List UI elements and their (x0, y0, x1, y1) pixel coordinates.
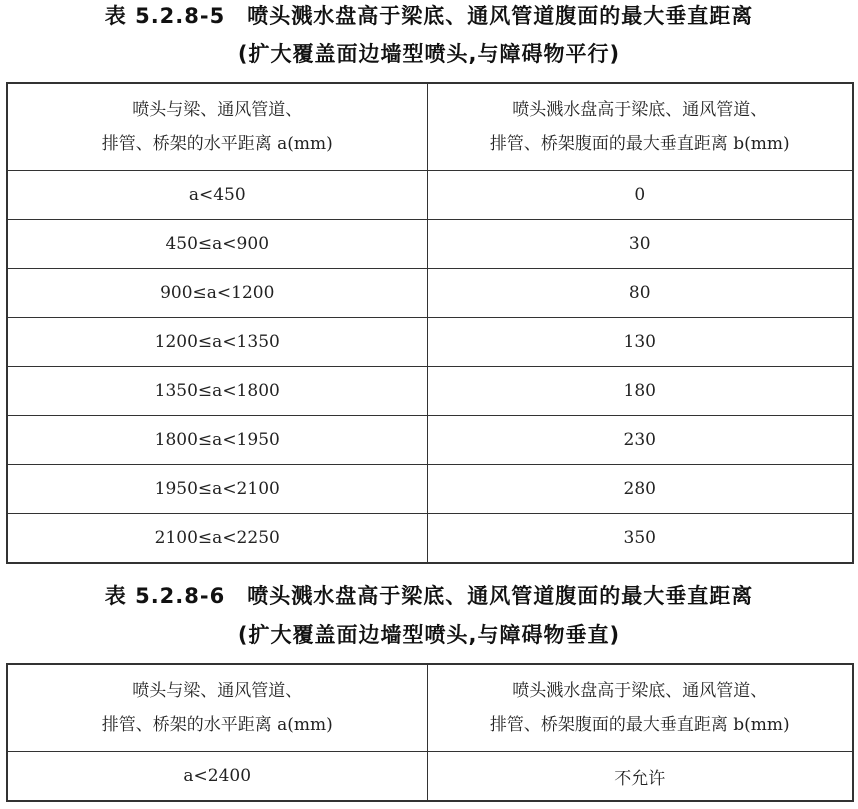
header-text: 喷头溅水盘高于梁底、通风管道、 (512, 681, 768, 701)
table2 (6, 663, 854, 802)
table1-subtitle (0, 40, 858, 68)
table1-caption (0, 2, 858, 30)
table2-title-line2: (扩大覆盖面边墙型喷头,与障碍物垂直) (237, 623, 621, 647)
cell-distance-a: 1800≤a<1950 (7, 416, 427, 465)
cell-distance-b: 280 (427, 465, 853, 514)
table2-caption (0, 582, 858, 610)
table2-header-col2 (427, 664, 853, 752)
cell-distance-a: 2100≤a<2250 (7, 514, 427, 564)
table-row (7, 367, 853, 416)
cell-distance-b: 0 (427, 171, 853, 220)
cell-distance-a: a<450 (7, 171, 427, 220)
cell-distance-b: 230 (427, 416, 853, 465)
cell-distance-a: 900≤a<1200 (7, 269, 427, 318)
cell-distance-b: 不允许 (427, 752, 853, 802)
table1-header-col1 (7, 83, 427, 171)
table2-subtitle (0, 621, 858, 649)
cell-distance-a: 1350≤a<1800 (7, 367, 427, 416)
cell-distance-a: 1200≤a<1350 (7, 318, 427, 367)
header-text: 排管、桥架的水平距离 a(mm) (101, 715, 333, 735)
header-text: 排管、桥架的水平距离 a(mm) (101, 134, 333, 154)
header-text: 排管、桥架腹面的最大垂直距离 b(mm) (489, 715, 790, 735)
table-row (7, 416, 853, 465)
table2-header-col1 (7, 664, 427, 752)
table-row (7, 752, 853, 802)
cell-distance-b: 80 (427, 269, 853, 318)
table-row (7, 171, 853, 220)
table2-number: 表 5.2.8-6 (104, 584, 226, 608)
cell-distance-b: 30 (427, 220, 853, 269)
table-row (7, 269, 853, 318)
table1-number: 表 5.2.8-5 (104, 4, 226, 28)
table1-header-col2 (427, 83, 853, 171)
cell-distance-b: 130 (427, 318, 853, 367)
header-text: 排管、桥架腹面的最大垂直距离 b(mm) (489, 134, 790, 154)
table1-title-line1: 喷头溅水盘高于梁底、通风管道腹面的最大垂直距离 (247, 4, 754, 28)
table2-title-line1: 喷头溅水盘高于梁底、通风管道腹面的最大垂直距离 (247, 584, 754, 608)
cell-distance-a: 450≤a<900 (7, 220, 427, 269)
table-row (7, 318, 853, 367)
table-row (7, 220, 853, 269)
cell-distance-a: 1950≤a<2100 (7, 465, 427, 514)
cell-distance-b: 350 (427, 514, 853, 564)
header-text: 喷头与梁、通风管道、 (132, 100, 303, 120)
table1-header-row (7, 83, 853, 171)
cell-distance-a: a<2400 (7, 752, 427, 802)
table-row (7, 465, 853, 514)
header-text: 喷头与梁、通风管道、 (132, 681, 303, 701)
header-text: 喷头溅水盘高于梁底、通风管道、 (512, 100, 768, 120)
cell-distance-b: 180 (427, 367, 853, 416)
table-row (7, 514, 853, 564)
table1 (6, 82, 854, 564)
table1-title-line2: (扩大覆盖面边墙型喷头,与障碍物平行) (237, 42, 621, 66)
table2-header-row (7, 664, 853, 752)
